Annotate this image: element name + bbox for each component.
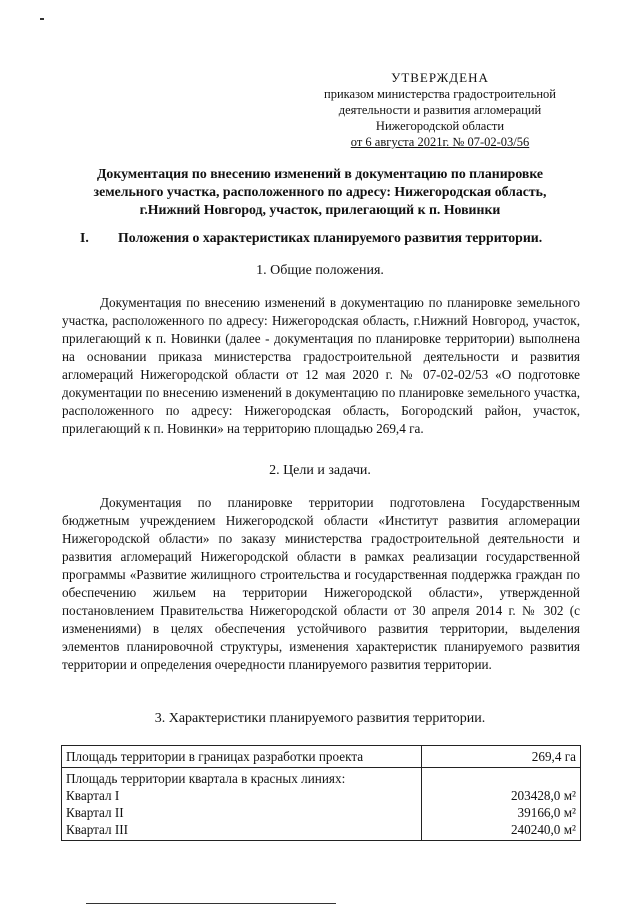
table-cell-label: Площадь территории в границах разработки проекта [62,746,422,768]
paragraph: Документация по планировке территории подготовлена Государственным бюджетным учреждением Нижегородской области «Институт развития агломерации Нижегородской области» по заказу министерства градостроительной деятельности и развития агломераций Нижегородской области в рамках реализации государственной программы «Развитие жилищного строительства и государственная поддержка граждан по обеспечению жильем на территории Нижегородской области», утвержденной постановлением Правительства Нижегородской области от 30 апреля 2014 г. № 302 (с изменениями) в целях обеспечения устойчивого развития территории, выделения элементов планировочной структуры, изменения характеристик планируемого развития территории и определения очередности планируемого развития территории. [62,495,580,672]
approval-line: Нижегородской области [375,119,505,133]
table-cell-value: 269,4 га [422,746,581,768]
table-row [62,768,581,841]
characteristics-table [61,745,581,841]
approval-stamp [300,70,580,150]
document-title: Документация по внесению изменений в документацию по планировке земельного участка, расположенного по адресу: Нижегородская область, г.Нижний Новгород, участок, прилегающий к п. Новинки [93,166,547,217]
paragraph: Документация по внесению изменений в документацию по планировке земельного участка, расположенного по адресу: Нижегородская область, г.Нижний Новгород, участок, прилегающий к п. Новинки (далее - документация по планировке территории) выполнена на основании приказа министерства градостроительной деятельности и развития агломераций Нижегородской области от 12 мая 2020 г. № 07-02-02/53 «О подготовке документации по внесению изменений в документацию по планировке земельного участка, расположенного по адресу: Нижегородская область, Богородский район, участок, прилегающий к п. Новинки» на территорию площадью 269,4 га. [62,295,580,436]
quarter-area: 39166,0 м² [517,805,576,820]
spacer [426,770,576,787]
scan-artifact [40,18,44,20]
approval-order-ref: от 6 августа 2021г. № 07-02-03/56 [350,135,530,149]
quarter-label: Квартал II [66,805,124,820]
approval-line: деятельности и развития агломераций [338,103,542,117]
subsection-heading: 2. Цели и задачи. [269,463,371,478]
approval-heading: УТВЕРЖДЕНА [391,70,489,85]
section-number: I. [80,230,89,245]
table-row-heading: Площадь территории квартала в красных линиях: [66,771,346,786]
subsection-heading: 3. Характеристики планируемого развития территории. [154,711,486,726]
quarter-area: 203428,0 м² [510,788,576,803]
table-cell-value [422,768,581,841]
quarter-label: Квартал III [66,822,129,837]
table-cell-label [62,768,422,841]
subsection-heading: 1. Общие положения. [256,263,384,278]
approval-line: приказом министерства градостроительной [324,87,556,101]
quarter-label: Квартал I [66,788,120,803]
quarter-area: 240240,0 м² [510,822,576,837]
scan-artifact [86,903,336,904]
table-row [62,746,581,768]
section-title: Положения о характеристиках планируемого развития территории. [118,230,543,245]
